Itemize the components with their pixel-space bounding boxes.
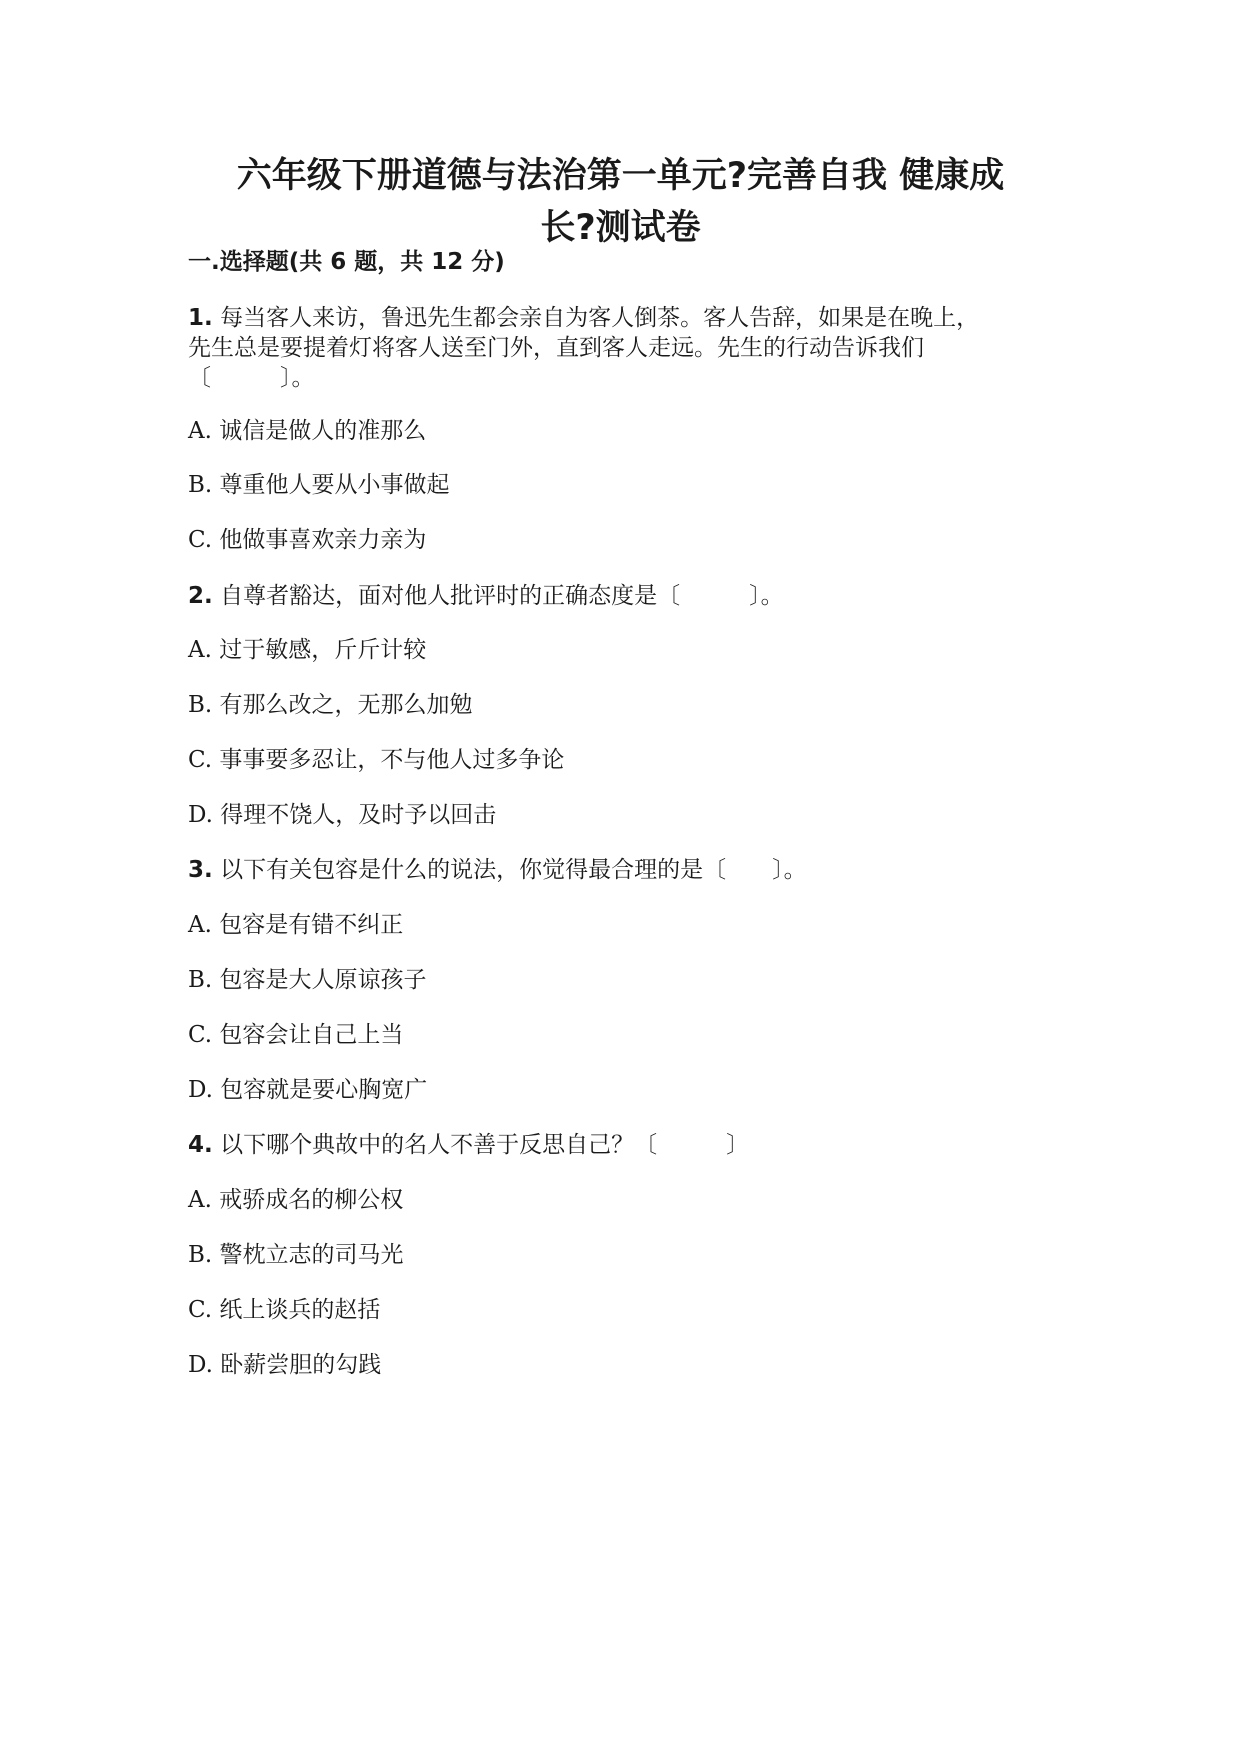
question-3-number: 3. <box>188 857 213 883</box>
question-4-option-a: A. 戒骄成名的柳公权 <box>188 1187 404 1213</box>
question-1-stem-line-2: 先生总是要提着灯将客人送至门外，直到客人走远。先生的行动告诉我们 <box>188 335 924 361</box>
question-1-stem-line-1: 1. 每当客人来访，鲁迅先生都会亲自为客人倒茶。客人告辞，如果是在晚上， <box>188 305 980 331</box>
question-1-stem <box>188 303 1068 393</box>
question-3-option-a: A. 包容是有错不纠正 <box>188 912 404 938</box>
question-1-number: 1. <box>188 305 213 331</box>
section-heading: 一.选择题(共 6 题，共 12 分) <box>188 249 505 275</box>
question-4-number: 4. <box>188 1132 213 1158</box>
question-4-option-b: B. 警枕立志的司马光 <box>188 1242 404 1268</box>
question-2-option-c: C. 事事要多忍让，不与他人过多争论 <box>188 747 565 773</box>
question-2-stem: 2. 自尊者豁达，面对他人批评时的正确态度是〔 〕。 <box>188 583 784 609</box>
question-4-stem: 4. 以下哪个典故中的名人不善于反思自己？〔 〕 <box>188 1132 750 1158</box>
question-4-option-d: D. 卧薪尝胆的勾践 <box>188 1352 382 1378</box>
question-1-option-c: C. 他做事喜欢亲力亲为 <box>188 527 427 553</box>
question-3-option-c: C. 包容会让自己上当 <box>188 1022 404 1048</box>
question-1-option-a: A. 诚信是做人的准那么 <box>188 418 427 444</box>
question-4-option-c: C. 纸上谈兵的赵括 <box>188 1297 381 1323</box>
page-title <box>180 150 1061 254</box>
page-title-line-2: 长?测试卷 <box>540 208 701 248</box>
question-1-stem-line-3: 〔 〕。 <box>188 365 315 391</box>
question-2-option-a: A. 过于敏感，斤斤计较 <box>188 637 427 663</box>
question-1-option-b: B. 尊重他人要从小事做起 <box>188 472 450 498</box>
question-3-option-d: D. 包容就是要心胸宽广 <box>188 1077 428 1103</box>
page-title-line-1: 六年级下册道德与法治第一单元?完善自我 健康成 <box>236 156 1005 196</box>
question-3-stem: 3. 以下有关包容是什么的说法，你觉得最合理的是〔 〕。 <box>188 857 807 883</box>
question-2-option-d: D. 得理不饶人，及时予以回击 <box>188 802 497 828</box>
question-3-option-b: B. 包容是大人原谅孩子 <box>188 967 427 993</box>
question-2-number: 2. <box>188 583 213 609</box>
question-2-option-b: B. 有那么改之，无那么加勉 <box>188 692 473 718</box>
